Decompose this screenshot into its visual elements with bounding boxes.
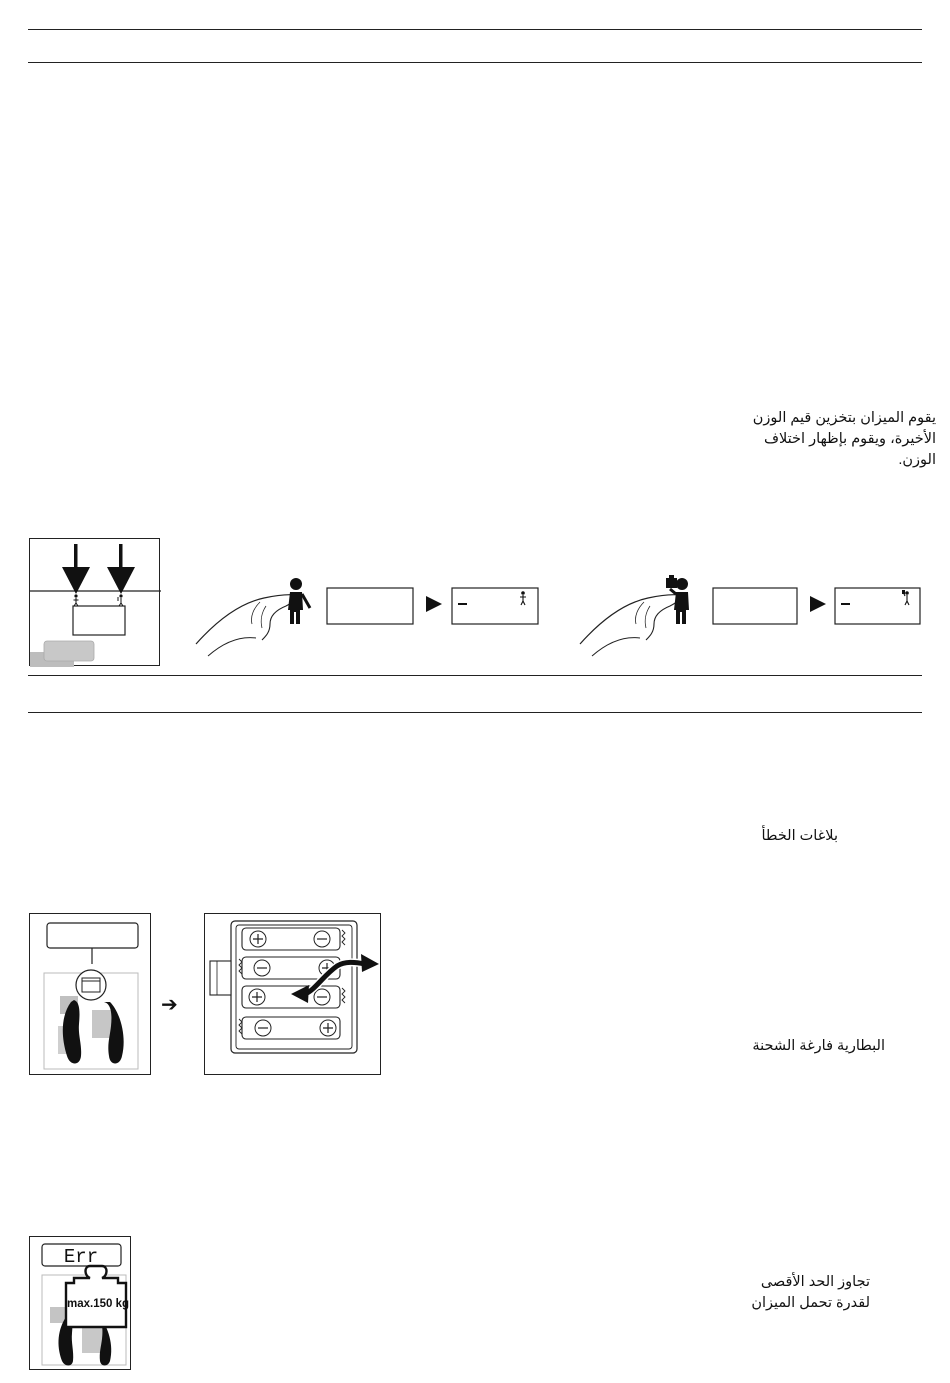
mid-rule-2 (28, 712, 922, 713)
scale-buttons-panel (29, 538, 160, 666)
memory-text-line-3: الوزن. (898, 452, 936, 468)
person-weighing-sequence (190, 572, 550, 662)
arrow-down-icon (107, 544, 135, 594)
person-carrying-icon (666, 575, 689, 624)
arrow-down-icon (62, 544, 90, 594)
display-error-code: Err (63, 1246, 99, 1268)
play-triangle-icon (426, 596, 442, 612)
max-weight-label: max.150 kg (66, 1298, 130, 1310)
memory-description (736, 408, 936, 471)
overload-label (740, 1272, 870, 1314)
hand-pointing-icon (196, 595, 302, 656)
mid-rule-1 (28, 675, 922, 676)
person-carrying-icon (118, 594, 123, 606)
person-icon (288, 578, 310, 624)
top-rule-2 (28, 62, 922, 63)
overload-label-line-2: لقدرة تحمل الميزان (751, 1295, 870, 1311)
play-triangle-icon (810, 596, 826, 612)
overload-label-line-1: تجاوز الحد الأقصى (760, 1274, 870, 1290)
battery-icon (242, 986, 345, 1008)
battery-compartment-panel (204, 913, 381, 1075)
memory-text-line-2: الأخيرة، ويقوم بإظهار اختلاف (764, 431, 936, 447)
battery-compartment-illustration (205, 914, 382, 1076)
battery-icon (242, 928, 345, 950)
person-carrying-weighing-sequence (574, 572, 934, 662)
error-messages-heading: بلاغات الخطأ (761, 828, 838, 844)
scale-overload-illustration (30, 1237, 132, 1371)
scale-buttons-illustration (30, 539, 161, 667)
battery-empty-label: البطارية فارغة الشحنة (752, 1038, 885, 1054)
hand-pointing-icon (580, 595, 686, 656)
scale-low-battery-panel (29, 913, 151, 1075)
battery-icon (239, 1017, 340, 1039)
top-rule-1 (28, 29, 922, 30)
memory-text-line-1: يقوم الميزان بتخزين قيم الوزن (752, 410, 936, 426)
person-icon (74, 594, 79, 606)
scale-low-battery-illustration (30, 914, 152, 1076)
scale-overload-panel (29, 1236, 131, 1370)
arrow-right-icon: ➔ (161, 994, 178, 1016)
